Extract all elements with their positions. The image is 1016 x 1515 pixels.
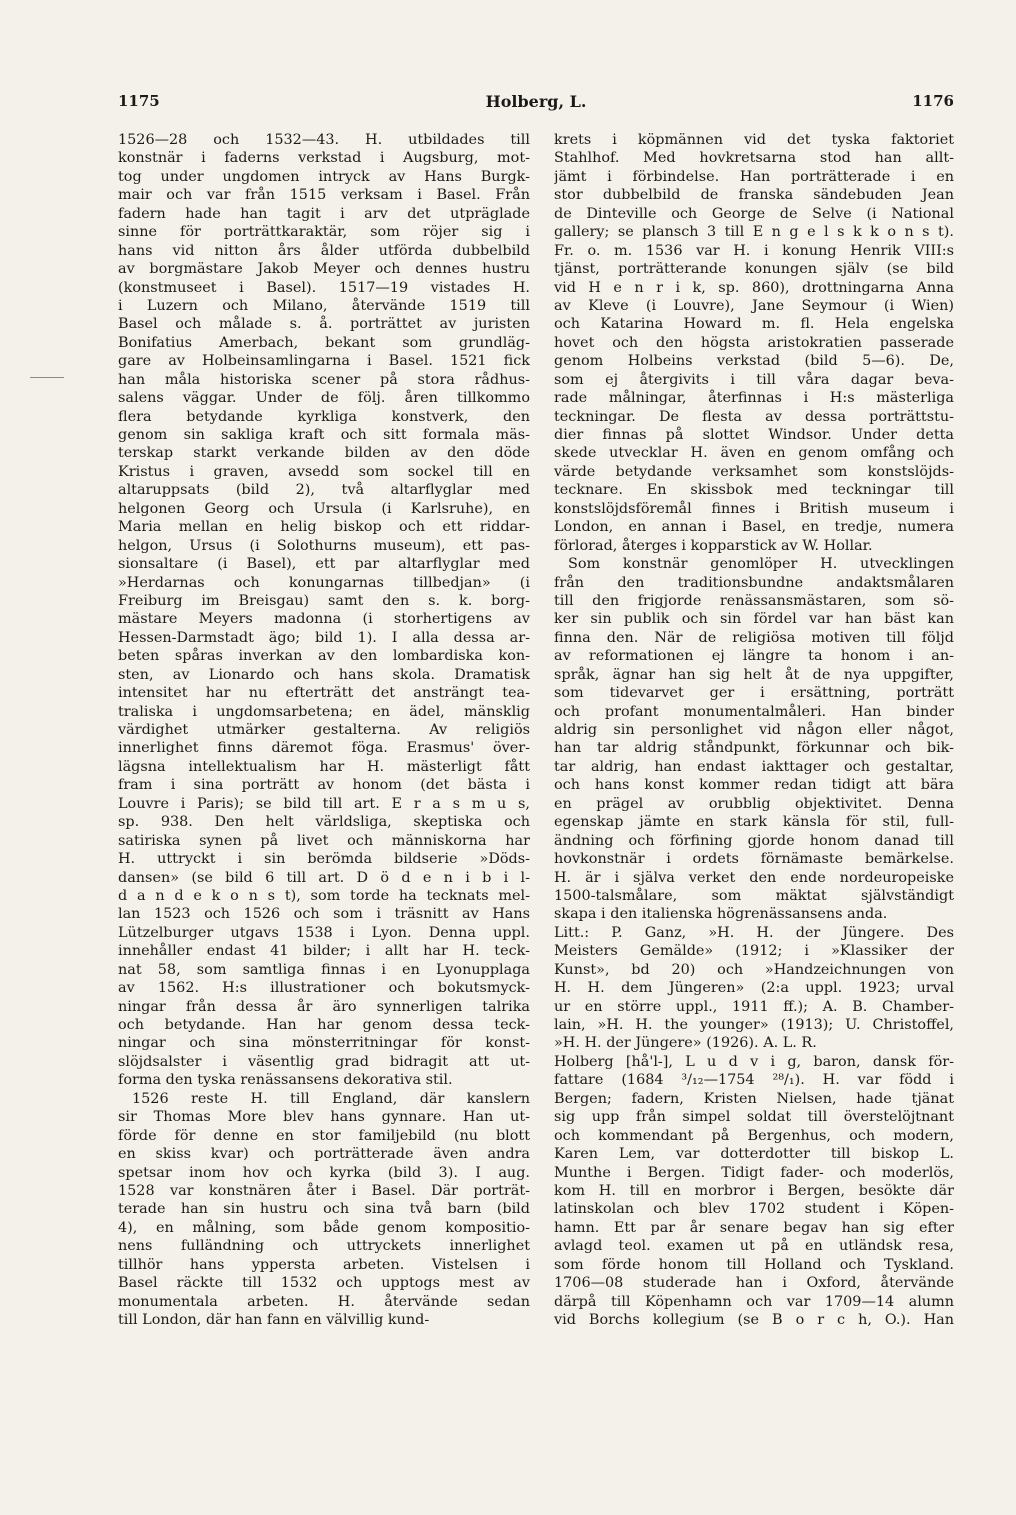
text-line: skede utvecklar H. även en genom omfång och <box>554 445 954 462</box>
text-line: sig upp från simpel soldat till överstelöjtnant <box>554 1109 954 1126</box>
text-line: skapa i den italienska högrenässansens anda. <box>554 906 888 923</box>
text-line: 1526 reste H. till England, där kanslern <box>132 1090 530 1107</box>
text-line: altaruppsats (bild 2), två altarflyglar med <box>118 482 530 499</box>
text-line: H. H. dem Jüngeren» (2:a uppl. 1923; urval <box>554 980 954 997</box>
text-line: konstnär i faderns verkstad i Augsburg, mot- <box>118 150 530 167</box>
text-line: mästare Meyers madonna (i storhertigens av <box>118 611 530 628</box>
text-line: tar aldrig, han endast iakttager och gestaltar, <box>554 758 954 775</box>
text-line: Hessen-Darmstadt ägo; bild 1). I alla dessa ar- <box>118 629 530 646</box>
text-line: gallery; se plansch 3 till E n g e l s k k o n s t). <box>554 224 954 241</box>
page-number-left: 1175 <box>118 92 160 110</box>
text-line: värdighet utmärker gestalterna. Av religiös <box>118 722 530 738</box>
text-line: 1706—08 studerade han i Oxford, återvände <box>554 1275 954 1292</box>
text-line: till den frigjorde renässansmästaren, som sö- <box>554 592 954 609</box>
text-line: och kommendant på Bergenhus, och modern, <box>554 1127 954 1144</box>
text-line: dansen» (se bild 6 till art. D ö d e n i b i l- <box>118 869 530 886</box>
text-line: forma den tyska renässansens dekorativa stil. <box>118 1072 453 1089</box>
text-line: 1526—28 och 1532—43. H. utbildades till <box>118 132 530 148</box>
text-line: terskap starkt verkande bilden av den döde <box>118 445 530 462</box>
text-line: och Katarina Howard m. fl. Hela engelska <box>554 316 954 333</box>
text-line: avlagd teol. examen ut på en utländsk resa, <box>554 1238 954 1255</box>
text-line: Maria mellan en helig biskop och ett riddar- <box>118 519 530 536</box>
text-line: 1500-talsmålare, som mäktat självständigt <box>554 887 954 904</box>
text-line: Stahlhof. Med hovkretsarna stod han allt- <box>554 150 954 167</box>
text-line: som ej återgivits i till våra dagar beva- <box>554 371 954 388</box>
text-line: 4), en målning, som både genom kompositio- <box>118 1219 530 1236</box>
text-line: sten, av Lionardo och hans skola. Dramatisk <box>118 666 530 683</box>
page-number-right: 1176 <box>912 92 954 110</box>
text-line: beten spåras inverkan av den lombardiska kon- <box>118 648 530 665</box>
text-line: (konstmuseet i Basel). 1517—19 vistades H. <box>118 279 530 296</box>
text-line: Kristus i graven, avsedd som sockel till en <box>118 463 530 480</box>
text-line: sp. 938. Den helt världsliga, skeptiska och <box>118 814 530 831</box>
text-line: slöjdsalster i väsentlig grad bidragit att ut- <box>118 1053 530 1070</box>
text-line: hamn. Ett par år senare begav han sig efter <box>554 1219 954 1236</box>
text-line: Kunst», bd 20) och »Handzeichnungen von <box>554 961 954 978</box>
text-line: nat 58, som samtliga finnas i en Lyonupplaga <box>118 961 530 978</box>
text-line: mair och var från 1515 verksam i Basel. Från <box>118 187 530 204</box>
text-line: stor dubbelbild de franska sändebuden Jean <box>554 187 954 204</box>
text-line: ändning och förfining gjorde honom danad till <box>554 832 954 849</box>
text-line: nens fulländning och uttryckets innerlighet <box>118 1238 530 1255</box>
text-line: genom sin sakliga kraft och sitt formala mäs- <box>118 427 530 443</box>
text-line: i Luzern och Milano, återvände 1519 till <box>118 297 530 314</box>
text-line: lan 1523 och 1526 och som i träsnitt av Hans <box>118 906 530 923</box>
text-line: genom Holbeins verkstad (bild 5—6). De, <box>554 353 954 370</box>
text-line: sionsaltare (i Basel), ett par altarflyglar med <box>118 556 530 573</box>
text-line: teckningar. De flesta av dessa porträttstu- <box>554 408 954 425</box>
text-line: värde betydande verksamhet som konstslöjds- <box>554 463 954 480</box>
text-line: av 1562. H:s illustrationer och bokutsmyck- <box>118 980 530 997</box>
text-line: hans vid nitton års ålder utförda dubbelbild <box>118 242 530 259</box>
text-line: en prägel av orubblig objektivitet. Denna <box>554 795 954 812</box>
text-line: terade han sin hustru och sina två barn (bild <box>118 1201 530 1218</box>
right-column <box>554 131 954 1329</box>
text-line: innerlighet finns däremot föga. Erasmus' över- <box>118 740 530 757</box>
text-line: de Dinteville och George de Selve (i National <box>554 205 954 222</box>
text-line: Lützelburger utgavs 1538 i Lyon. Denna uppl. <box>118 924 530 941</box>
text-line: Louvre i Paris); se bild till art. E r a s m u s, <box>118 795 530 812</box>
text-line: från den traditionsbundne andaktsmålaren <box>554 574 954 591</box>
text-line: London, en annan i Basel, en tredje, numera <box>554 519 954 536</box>
text-line: fram i sina porträtt av honom (det bästa i <box>118 777 530 794</box>
text-line: helgonen Georg och Ursula (i Karlsruhe), en <box>118 500 530 517</box>
text-line: ningar från dessa år äro synnerligen talrika <box>118 998 530 1015</box>
text-line: kom H. till en morbror i Bergen, besökte där <box>554 1182 954 1199</box>
text-line: jämt i förbindelse. Han porträtterade i en <box>554 168 954 185</box>
text-line: spetsar inom hov och kyrka (bild 3). I aug. <box>118 1164 530 1181</box>
text-line: helgon, Ursus (i Solothurns museum), ett pas- <box>118 537 530 554</box>
text-line: tjänst, porträtterande konungen själv (se bild <box>554 261 954 278</box>
text-line: satiriska synen på livet och människorna har <box>118 832 530 849</box>
text-line: tog under ungdomen intryck av Hans Burgk- <box>118 168 530 185</box>
text-line: som förde honom till Holland och Tyskland. <box>554 1256 954 1273</box>
text-line: H. är i själva verket den ende nordeuropeiske <box>554 869 954 886</box>
text-line: salens väggar. Under de följ. åren tillkommo <box>118 390 530 407</box>
text-line: språk, ägnar han sig helt åt de nya uppgifter, <box>554 666 954 683</box>
text-line: förlorad, återges i kopparstick av W. Hollar. <box>554 537 873 554</box>
text-line: Munthe i Bergen. Tidigt fader- och moderlös, <box>554 1164 954 1181</box>
text-line: som tidevarvet ger i ersättning, porträtt <box>554 685 954 702</box>
text-line: innehåller endast 41 bilder; i allt har H. teck- <box>118 943 530 960</box>
text-line: hovet och den högsta aristokratien passerade <box>554 334 954 351</box>
text-line: H. uttryckt i sin berömda bildserie »Döds- <box>118 851 530 868</box>
text-line: sir Thomas More blev hans gynnare. Han ut- <box>118 1109 530 1126</box>
text-line: Freiburg im Breisgau) samt den s. k. borg- <box>118 592 530 609</box>
text-line: han tar aldrig ståndpunkt, förkunnar och bik- <box>554 740 954 757</box>
text-line: gare av Holbeinsamlingarna i Basel. 1521 fick <box>118 353 530 370</box>
text-line: Som konstnär genomlöper H. utvecklingen <box>568 556 954 573</box>
text-line: d a n d e k o n s t), som torde ha tecknats mel- <box>118 887 530 904</box>
text-line: »Herdarnas och konungarnas tillbedjan» (i <box>118 574 530 591</box>
left-column <box>118 131 530 1329</box>
text-line: lain, »H. H. the younger» (1913); U. Christoffel, <box>554 1017 954 1033</box>
text-line: Basel och målade s. å. porträttet av juristen <box>118 316 530 333</box>
text-line: »H. H. der Jüngere» (1926). A. L. R. <box>554 1035 817 1052</box>
text-line: Karen Lem, var dotterdotter till biskop L. <box>554 1146 954 1163</box>
text-line: av reformationen ej längre ta honom i an- <box>554 648 954 665</box>
text-line: monumentala arbeten. H. återvände sedan <box>118 1293 530 1310</box>
text-line: fadern hade han tagit i arv det utpräglade <box>118 205 530 222</box>
text-line: därpå till Köpenhamn och var 1709—14 alumn <box>554 1293 954 1310</box>
text-line: av borgmästare Jakob Meyer och dennes hustru <box>118 261 530 278</box>
text-line: traliska i ungdomsarbetena; en ädel, mänsklig <box>118 703 530 720</box>
text-line: av Kleve (i Louvre), Jane Seymour (i Wien) <box>554 297 954 314</box>
text-line: konstslöjdsföremål finnes i British museum i <box>554 500 954 517</box>
text-line: ker sin publik och sin fördel var han bäst kan <box>554 611 954 628</box>
text-line: till London, där han fann en välvillig kund- <box>118 1312 430 1328</box>
text-line: ningar och sina mönsterritningar för konst- <box>118 1035 530 1052</box>
margin-mark <box>30 377 64 378</box>
text-line: tillhör hans yppersta arbeten. Vistelsen i <box>118 1256 530 1273</box>
text-line: Meisters Gemälde» (1912; i »Klassiker der <box>554 943 954 960</box>
text-line: och profant monumentalmåleri. Han binder <box>554 703 954 720</box>
running-title: Holberg, L. <box>485 92 587 111</box>
text-line: en skiss kvar) och porträtterade även andra <box>118 1146 530 1163</box>
text-line: dier finnas på slottet Windsor. Under detta <box>554 427 954 443</box>
text-line: och hans konst kommer redan tidigt att bära <box>554 777 954 794</box>
text-line: Fr. o. m. 1536 var H. i konung Henrik VIII:s <box>554 242 954 259</box>
text-line: och betydande. Han har genom dessa teck- <box>118 1017 530 1033</box>
text-line: fattare (1684 ³/₁₂—1754 ²⁸/₁). H. var född i <box>554 1072 954 1089</box>
text-line: Basel räckte till 1532 och upptogs mest av <box>118 1275 530 1292</box>
text-line: latinskolan och blev 1702 student i Köpen- <box>554 1201 954 1218</box>
text-line: förde för denne en stor familjebild (nu blott <box>118 1127 530 1144</box>
text-line: vid Borchs kollegium (se B o r c h, O.). Han <box>554 1312 954 1328</box>
text-line: Bergen; fadern, Kristen Nielsen, hade tjänat <box>554 1090 954 1107</box>
text-line: flera betydande kyrkliga konstverk, den <box>118 408 530 425</box>
text-line: egenskap jämte en stark känsla för stil, full- <box>554 814 954 831</box>
text-line: hovkonstnär i ordets förnämaste bemärkelse. <box>554 851 954 868</box>
text-line: rade målningar, återfinnas i H:s mästerliga <box>554 390 954 407</box>
text-line: vid H e n r i k, sp. 860), drottningarna Anna <box>554 279 954 296</box>
text-line: aldrig sin personlighet vid någon eller något, <box>554 722 954 738</box>
page-header <box>118 92 954 116</box>
text-line: Litt.: P. Ganz, »H. H. der Jüngere. Des <box>554 924 954 941</box>
text-line: 1528 var konstnären åter i Basel. Där porträt- <box>118 1182 530 1199</box>
text-line: Bonifatius Amerbach, bekant som grundläg- <box>118 334 530 351</box>
text-line: finna den. När de religiösa motiven till följd <box>554 629 954 646</box>
text-line: han måla historiska scener på stora rådhus- <box>118 371 530 388</box>
text-line: Holberg [hå'l-], L u d v i g, baron, dansk för- <box>554 1053 954 1070</box>
text-line: tecknare. En skissbok med teckningar till <box>554 482 954 499</box>
text-line: krets i köpmännen vid det tyska faktoriet <box>554 132 954 148</box>
text-line: intensitet har nu efterträtt det ansträngt tea- <box>118 685 530 702</box>
text-line: lägsna intellektualism har H. mästerligt fått <box>118 758 530 775</box>
text-line: ur en större uppl., 1911 ff.); A. B. Chamber- <box>554 998 954 1015</box>
text-line: sinne för porträttkaraktär, som röjer sig i <box>118 224 530 241</box>
